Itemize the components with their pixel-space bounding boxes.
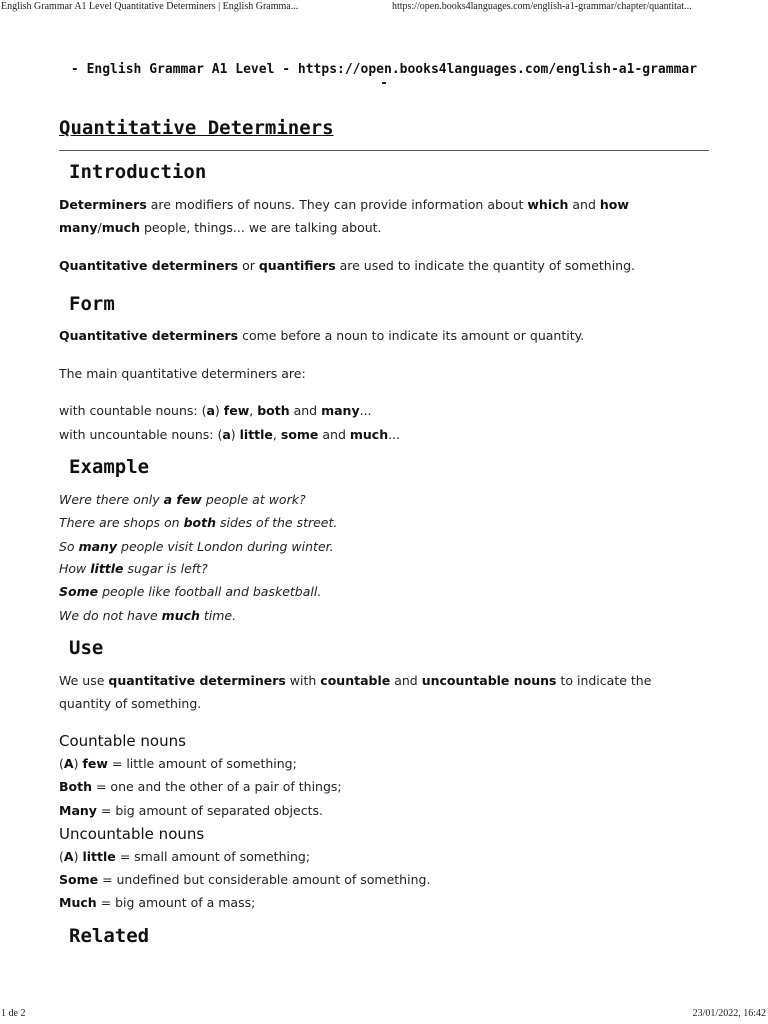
term: quantifiers xyxy=(258,258,336,273)
section-heading-related: Related xyxy=(69,925,150,947)
print-header-url: https://open.books4languages.com/english-a1-grammar/chapter/quantitat... xyxy=(392,1,692,12)
form-paragraph-1: Quantitative determiners come before a noun to indicate its amount or quantity. xyxy=(59,328,585,343)
term: Quantitative determiners xyxy=(59,258,239,273)
print-header-title: English Grammar A1 Level Quantitative Determiners | English Gramma... xyxy=(1,1,299,12)
definition-line: Much = big amount of a mass; xyxy=(59,895,256,910)
page-number: 1 de 2 xyxy=(1,1008,26,1019)
example-sentence: Were there only a few people at work? xyxy=(59,492,306,507)
subheading-uncountable-nouns: Uncountable nouns xyxy=(59,825,205,843)
example-sentence: So many people visit London during winter. xyxy=(59,539,334,554)
definition-line: (A) little = small amount of something; xyxy=(59,849,311,864)
book-reference-continuation: - xyxy=(380,76,388,91)
section-heading-example: Example xyxy=(69,456,150,478)
term: much xyxy=(101,220,140,235)
use-paragraph-line-2: quantity of something. xyxy=(59,696,202,711)
term: many xyxy=(59,220,98,235)
example-sentence: How little sugar is left? xyxy=(59,561,208,576)
chapter-title: Quantitative Determiners xyxy=(59,117,334,139)
form-uncountable-line: with uncountable nouns: (a) little, some and much... xyxy=(59,427,401,442)
example-sentence: We do not have much time. xyxy=(59,608,237,623)
form-paragraph-2: The main quantitative determiners are: xyxy=(59,366,306,381)
form-countable-line: with countable nouns: (a) few, both and many... xyxy=(59,403,372,418)
definition-line: (A) few = little amount of something; xyxy=(59,756,297,771)
intro-paragraph-1-line-2: many/much people, things... we are talking about. xyxy=(59,220,382,235)
title-divider xyxy=(59,150,709,151)
intro-paragraph-1-line-1: Determiners are modifiers of nouns. They can provide information about which and how xyxy=(59,197,629,212)
term: Quantitative determiners xyxy=(59,328,239,343)
section-heading-form: Form xyxy=(69,293,115,315)
term: Determiners xyxy=(59,197,147,212)
book-reference-text: - English Grammar A1 Level - https://open.books4languages.com/english-a1-grammar xyxy=(70,62,698,77)
term: which xyxy=(527,197,569,212)
use-paragraph-line-1: We use quantitative determiners with countable and uncountable nouns to indicate the xyxy=(59,673,652,688)
example-sentence: Some people like football and basketball. xyxy=(59,584,322,599)
definition-line: Both = one and the other of a pair of things; xyxy=(59,779,342,794)
section-heading-introduction: Introduction xyxy=(69,161,207,183)
book-reference xyxy=(59,61,709,89)
definition-line: Many = big amount of separated objects. xyxy=(59,803,323,818)
example-sentence: There are shops on both sides of the street. xyxy=(59,515,338,530)
section-heading-use: Use xyxy=(69,637,104,659)
term: how xyxy=(599,197,629,212)
intro-paragraph-2: Quantitative determiners or quantifiers are used to indicate the quantity of something. xyxy=(59,258,636,273)
subheading-countable-nouns: Countable nouns xyxy=(59,732,186,750)
print-header xyxy=(0,0,768,14)
definition-line: Some = undefined but considerable amount of something. xyxy=(59,872,431,887)
print-footer xyxy=(0,1008,768,1022)
print-datetime: 23/01/2022, 16:42 xyxy=(692,1008,766,1019)
